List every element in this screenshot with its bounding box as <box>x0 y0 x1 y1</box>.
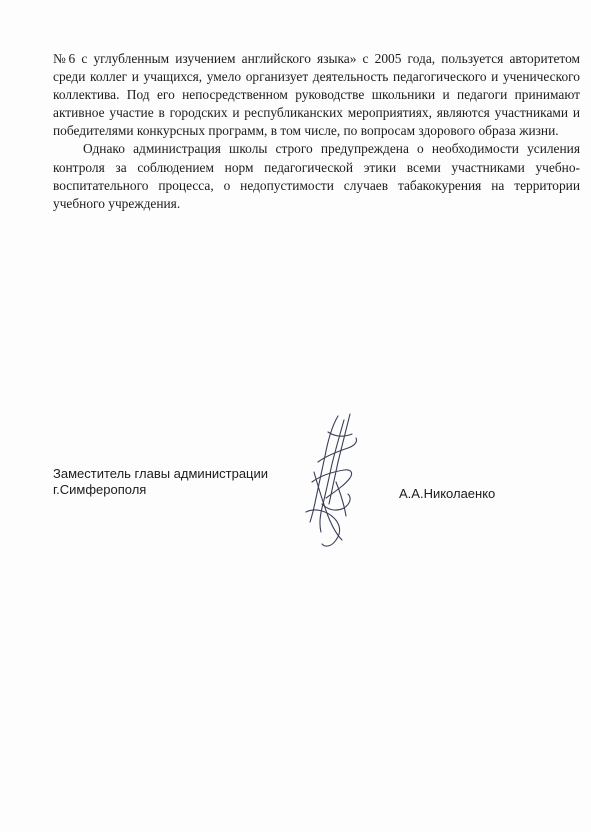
handwritten-signature <box>292 412 372 552</box>
signatory-position <box>53 466 268 498</box>
document-body <box>53 50 580 213</box>
position-line-1: Заместитель главы администрации <box>53 466 269 481</box>
paragraph-1: №6 с углубленным изучением английского языка» с 2005 года, пользуется авторитетом среди коллег и учащихся, умело организует деятельность педагогического и ученического коллектива. Под его непосредственном руководстве школьники и педагоги принимают активное участие в городских и республиканских мероприятиях, являются участниками и победителями конкурсных программ, в том числе, по вопросам здорового образа жизни. <box>53 51 580 139</box>
signer-name: А.А.Николаенко <box>399 486 496 501</box>
position-line-2: г.Симферополя <box>53 482 147 497</box>
paragraph-2: Однако администрация школы строго предупреждена о необходимости усиления контроля за соблюдением норм педагогической этики всеми участниками учебно-воспитательного процесса, о недопустимости случаев табакокурения на территории учебного учреждения. <box>53 141 580 211</box>
